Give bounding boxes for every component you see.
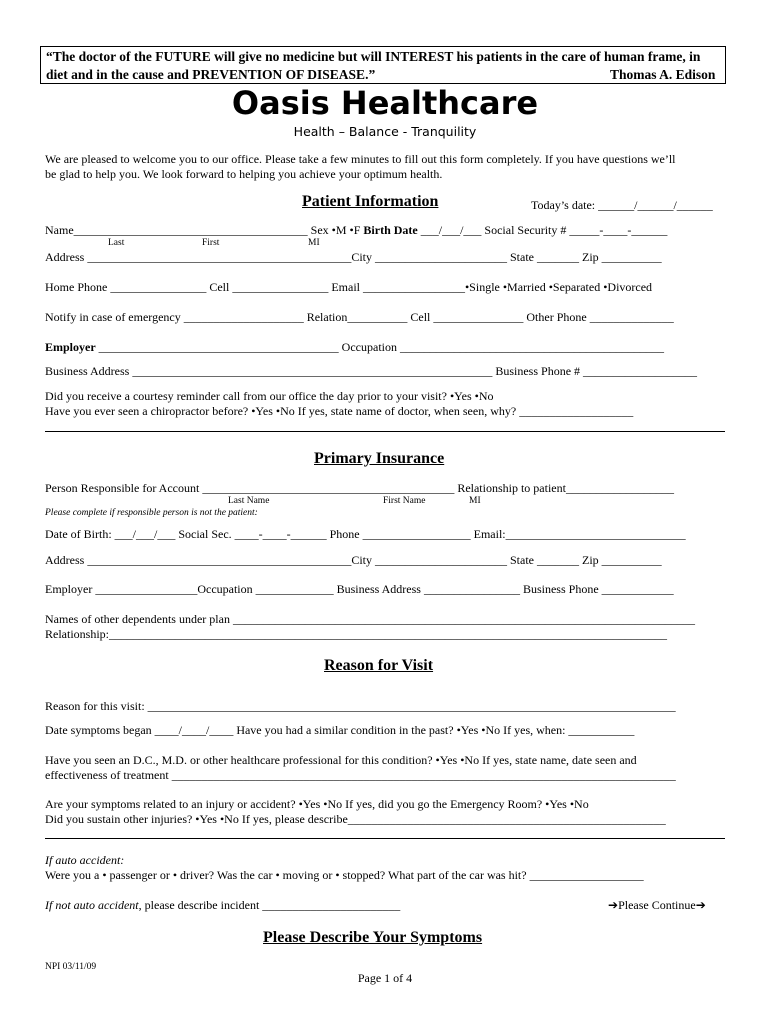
insured-dob-row[interactable]: Date of Birth: ___/___/___ Social Sec. ____-____-______ Phone __________________ Email:______________________________ bbox=[45, 527, 686, 541]
business-row[interactable]: Business Address ____________________________________________________________ Business Phone # ___________________ bbox=[45, 364, 698, 378]
arrow-right-icon: ➔ bbox=[608, 898, 619, 912]
courtesy-call-row[interactable]: Did you receive a courtesy reminder call from our office the day prior to your visit? •Yes •No bbox=[45, 389, 494, 403]
insured-address-row[interactable]: Address ____________________________________________City ______________________ State _______ Zip __________ bbox=[45, 553, 662, 567]
reason-heading: Reason for Visit bbox=[324, 657, 434, 674]
employer-occupation-fields[interactable]: ________________________________________ Occupation ____________________________________________ bbox=[95, 340, 664, 354]
auto-accident-row[interactable]: Were you a • passenger or • driver? Was the car • moving or • stopped? What part of the car was hit? ___________________ bbox=[45, 868, 644, 882]
please-continue bbox=[608, 898, 706, 913]
responsible-sub-last: Last Name bbox=[228, 496, 270, 506]
responsible-party-row[interactable]: Person Responsible for Account __________________________________________ Relationship to patient__________________ bbox=[45, 481, 674, 495]
patient-phone-row[interactable]: Home Phone ________________ Cell ________________ Email _________________•Single •Married •Separated •Divorced bbox=[45, 280, 653, 294]
not-auto-label: If not auto accident bbox=[45, 898, 139, 912]
section-rule bbox=[45, 431, 725, 432]
employer-label: Employer bbox=[45, 340, 96, 354]
insured-employer-row[interactable]: Employer _________________Occupation _____________ Business Address ________________ Business Phone ____________ bbox=[45, 582, 674, 596]
page-number: Page 1 of 4 bbox=[357, 971, 413, 985]
arrow-right-icon: ➔ bbox=[695, 898, 706, 912]
name-sub-mi: MI bbox=[308, 238, 320, 248]
treatment-effectiveness-row[interactable]: effectiveness of treatment ____________________________________________________________________________________ bbox=[45, 768, 676, 782]
employer-row bbox=[45, 340, 664, 355]
insurance-note: Please complete if responsible person is not the patient: bbox=[45, 508, 258, 518]
dependents-relationship-row[interactable]: Relationship:_____________________________________________________________________________________________ bbox=[45, 627, 667, 641]
healthcare-professional-row[interactable]: Have you seen an D.C., M.D. or other healthcare professional for this condition? •Yes •No If yes, state name, date seen and bbox=[45, 753, 637, 767]
symptoms-heading: Please Describe Your Symptoms bbox=[263, 929, 483, 946]
birth-date-label: Birth Date bbox=[363, 223, 418, 237]
section-rule bbox=[45, 838, 725, 839]
responsible-sub-first: First Name bbox=[383, 496, 426, 506]
quote-line-1: “The doctor of the FUTURE will give no medicine but will INTEREST his patients in the care of human frame, in bbox=[46, 49, 701, 64]
intro-line-2: be glad to help you. We look forward to helping you achieve your optimum health. bbox=[45, 167, 443, 181]
insurance-heading: Primary Insurance bbox=[314, 450, 445, 467]
todays-date-field[interactable]: Today’s date: ______/______/______ bbox=[531, 198, 713, 212]
other-injuries-row[interactable]: Did you sustain other injuries? •Yes •No If yes, please describe_____________________________________________________ bbox=[45, 812, 666, 826]
name-sub-last: Last bbox=[108, 238, 125, 248]
dependents-row[interactable]: Names of other dependents under plan _____________________________________________________________________________ bbox=[45, 612, 695, 626]
patient-address-row[interactable]: Address ____________________________________________City ______________________ State _______ Zip __________ bbox=[45, 250, 662, 264]
responsible-sub-mi: MI bbox=[469, 496, 481, 506]
reason-row[interactable]: Reason for this visit: ________________________________________________________________________________________ bbox=[45, 699, 676, 713]
name-sub-first: First bbox=[202, 238, 220, 248]
not-auto-row bbox=[45, 898, 400, 913]
incident-description-field[interactable]: , please describe incident _______________________ bbox=[138, 898, 401, 912]
form-code: NPI 03/11/09 bbox=[45, 962, 97, 972]
patient-info-heading: Patient Information bbox=[302, 193, 439, 210]
clinic-tagline: Health – Balance - Tranquility bbox=[293, 124, 477, 139]
auto-accident-label: If auto accident: bbox=[45, 853, 125, 867]
clinic-title: Oasis Healthcare bbox=[231, 84, 539, 122]
please-continue-label: Please Continue bbox=[618, 898, 696, 912]
quote-line-2: diet and in the cause and PREVENTION OF DISEASE.” bbox=[46, 67, 376, 82]
name-sex-fields[interactable]: Name_______________________________________ Sex •M •F bbox=[45, 223, 364, 237]
emergency-contact-row[interactable]: Notify in case of emergency ____________________ Relation__________ Cell _______________ Other Phone ______________ bbox=[45, 310, 674, 324]
birth-ssn-fields[interactable]: ___/___/___ Social Security # _____-____-______ bbox=[417, 223, 668, 237]
symptoms-began-row[interactable]: Date symptoms began ____/____/____ Have you had a similar condition in the past? •Yes •No If yes, when: ___________ bbox=[45, 723, 635, 737]
chiropractor-row[interactable]: Have you ever seen a chiropractor before? •Yes •No If yes, state name of doctor, when seen, why? ___________________ bbox=[45, 404, 634, 418]
injury-row[interactable]: Are your symptoms related to an injury or accident? •Yes •No If yes, did you go the Emergency Room? •Yes •No bbox=[45, 797, 589, 811]
name-sex-birth-row bbox=[45, 223, 667, 238]
intro-line-1: We are pleased to welcome you to our office. Please take a few minutes to fill out this form completely. If you have questions we’ll bbox=[45, 152, 676, 166]
quote-author: Thomas A. Edison bbox=[610, 67, 716, 82]
